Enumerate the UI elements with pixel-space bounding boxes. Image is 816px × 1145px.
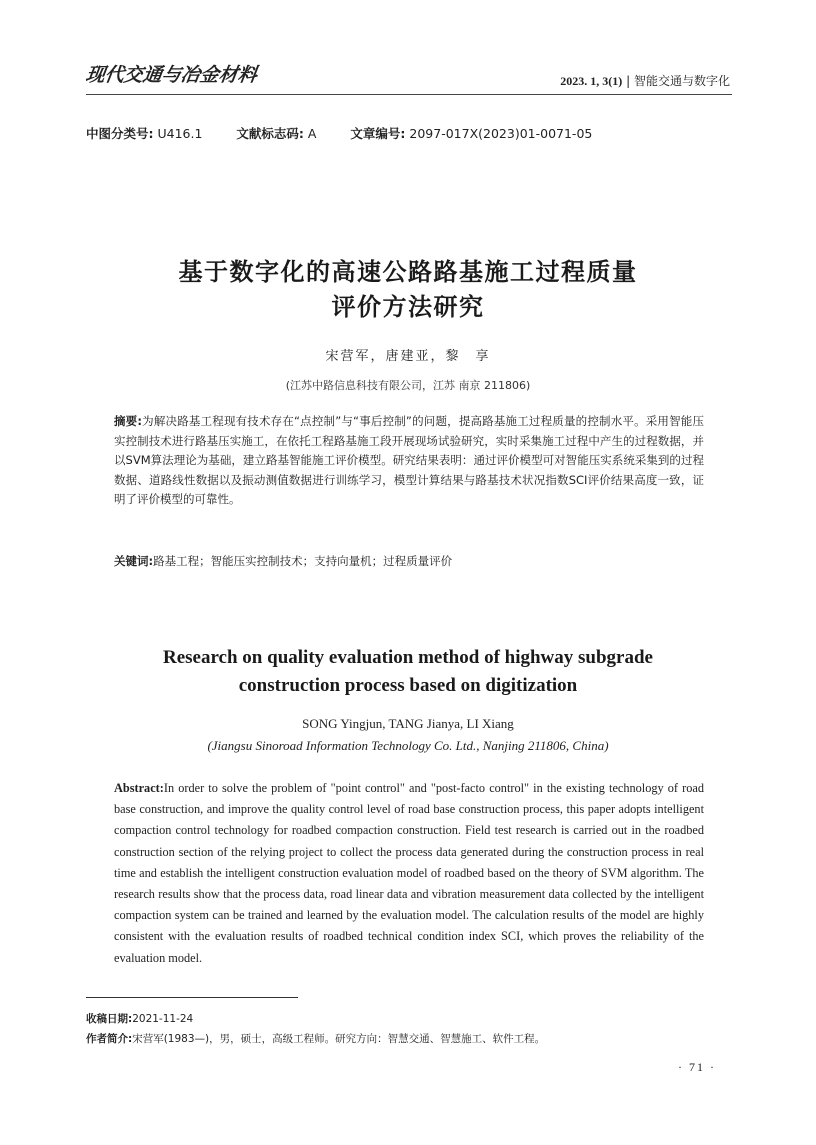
classification-meta [86,124,592,142]
abstract-en-label: Abstract: [114,781,164,795]
page-number: · 71 · [678,1060,716,1074]
affiliation-en: (Jiangsu Sinoroad Information Technology Co. Ltd., Nanjing 211806, China) [207,738,609,753]
title-cn-line1: 基于数字化的高速公路路基施工过程质量 [178,258,638,286]
received-label: 收稿日期: [86,1013,133,1025]
abstract-en [114,778,704,969]
author-bio-label: 作者简介: [86,1033,133,1045]
abstract-cn-label: 摘要: [114,414,142,428]
title-en-line2: construction process based on digitization [238,675,578,696]
author-bio-value: 宋营军(1983—)，男，硕士，高级工程师。研究方向：智慧交通、智慧施工、软件工程。 [132,1033,546,1045]
received-value: 2021-11-24 [132,1013,194,1025]
abstract-cn-text: 为解决路基工程现有技术存在“点控制”与“事后控制”的问题，提高路基施工过程质量的控制水平。采用智能压实控制技术进行路基压实施工，在依托工程路基施工段开展现场试验研究，实时采集施工过程中产生的过程数据，并以SVM算法理论为基础，建立路基智能施工评价模型。研究结果表明：通过评价模型可对智能压实系统采集到的过程数据、道路线性数据以及振动测值数据进行训练学习，模型计算结果与路基技术状况指数SCI评价结果高度一致，证明了评价模型的可靠性。 [114,414,704,507]
running-header [560,72,730,89]
title-cn-line2: 评价方法研究 [331,293,485,321]
affiliation-cn: (江苏中路信息科技有限公司，江苏 南京 211806) [285,379,531,392]
keywords-cn-label: 关键词: [114,554,154,568]
header-rule [86,94,732,95]
issue-number: 2023. 1, 3(1) [560,74,623,88]
journal-logo: 现代交通与冶金材料 [84,64,259,86]
doc-code-value: A [307,126,317,141]
received-date [86,1011,193,1026]
abstract-en-text: In order to solve the problem of "point control" and "post-facto control" in the existing technology of road base construction, and improve the quality control level of road base construction process, this paper adopts intelligent compaction control technology for roadbed compaction construction. Field test research is carried out in the roadbed construction section of the relying project to collect the process data generated during the construction process in real time and establish the intelligent construction evaluation model of roadbed based on the theory of SVM algorithm. The research results show that the process data, road linear data and vibration measurement data collected by the intelligent compaction system can be trained and learned by the evaluation model. The calculation results of the model are highly consistent with the evaluation results of roadbed technical condition index SCI, which proves the reliability of the evaluation model. [114,781,704,965]
clc-value: U416.1 [157,126,203,141]
doc-code-label: 文献标志码: [236,126,304,141]
header-separator: | [626,74,631,88]
keywords-cn [114,553,704,569]
authors-en: SONG Yingjun, TANG Jianya, LI Xiang [302,716,514,731]
title-en-line1: Research on quality evaluation method of highway subgrade [162,647,653,668]
article-no-label: 文章编号: [350,126,406,141]
author-bio [86,1031,545,1046]
authors-cn: 宋营军，唐建亚，黎 享 [325,349,491,364]
article-no-value: 2097-017X(2023)01-0071-05 [409,126,593,141]
keywords-cn-text: 路基工程；智能压实控制技术；支持向量机；过程质量评价 [153,554,453,568]
footnote-rule [86,997,298,998]
clc-label: 中图分类号: [86,126,154,141]
abstract-cn [114,412,704,510]
section-name: 智能交通与数字化 [633,74,730,88]
